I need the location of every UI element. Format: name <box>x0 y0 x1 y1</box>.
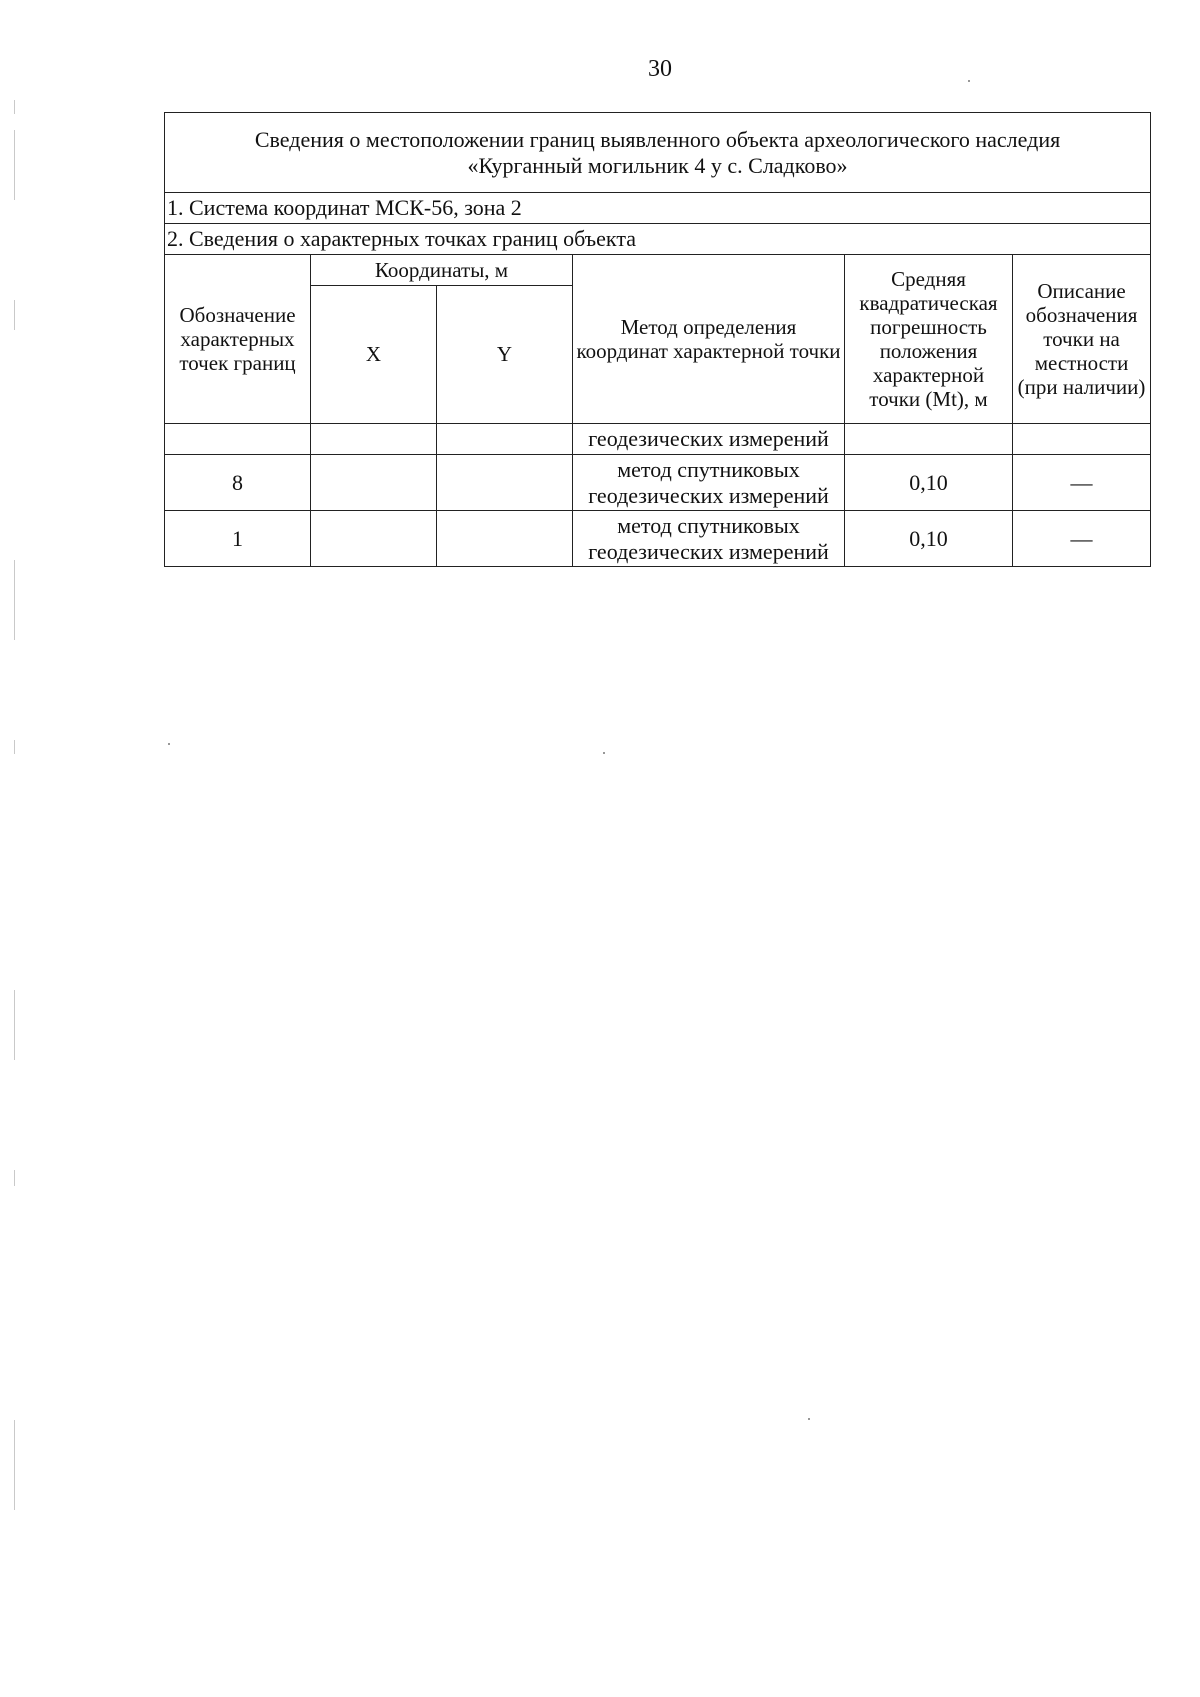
scan-speck <box>808 1418 810 1420</box>
table-row <box>165 511 1151 567</box>
boundary-points-table <box>164 112 1151 567</box>
header-y: Y <box>437 286 573 424</box>
cell-error: 0,10 <box>845 511 1013 567</box>
header-x: X <box>311 286 437 424</box>
table-row <box>165 424 1151 455</box>
scan-edge-marks <box>14 0 24 1697</box>
page-number: 30 <box>648 56 672 82</box>
header-coordinates: Координаты, м <box>311 255 573 286</box>
cell-error <box>845 424 1013 455</box>
cell-x <box>311 455 437 511</box>
cell-y <box>437 424 573 455</box>
cell-point: 1 <box>165 511 311 567</box>
header-error <box>845 255 1013 424</box>
cell-x <box>311 511 437 567</box>
scan-speck <box>603 752 605 754</box>
cell-method: геодезических измерений <box>573 424 845 455</box>
header-description: Описание обозначения точки на местности (при наличии) <box>1013 255 1151 424</box>
cell-description: — <box>1013 455 1151 511</box>
cell-y <box>437 455 573 511</box>
scan-speck <box>168 743 170 745</box>
section-coordinate-system: 1. Система координат МСК-56, зона 2 <box>165 193 1151 224</box>
table-title <box>165 113 1151 193</box>
header-point-designation: Обозначение характерных точек границ <box>165 255 311 424</box>
cell-y <box>437 511 573 567</box>
cell-description <box>1013 424 1151 455</box>
section-characteristic-points: 2. Сведения о характерных точках границ объекта <box>165 224 1151 255</box>
header-error-text: Средняя квадратическая погрешность положения характерной точки (Mt), м <box>859 266 998 412</box>
cell-method: метод спутниковых геодезических измерений <box>573 511 845 567</box>
title-line-2: «Курганный могильник 4 у с. Сладково» <box>467 152 848 178</box>
cell-point: 8 <box>165 455 311 511</box>
header-method: Метод определения координат характерной точки <box>573 255 845 424</box>
cell-description: — <box>1013 511 1151 567</box>
table-row <box>165 455 1151 511</box>
title-line-1: Сведения о местоположении границ выявленного объекта археологического наследия <box>254 127 1061 153</box>
cell-x <box>311 424 437 455</box>
cell-error: 0,10 <box>845 455 1013 511</box>
cell-method: метод спутниковых геодезических измерений <box>573 455 845 511</box>
cell-point <box>165 424 311 455</box>
